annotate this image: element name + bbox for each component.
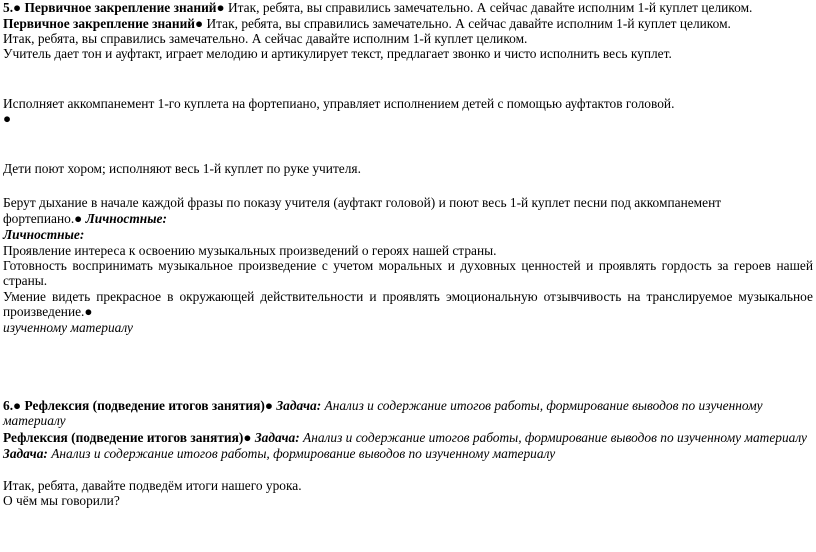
task-text-full: Анализ и содержание итогов работы, формирование выводов по изученному материалу [303, 430, 807, 445]
personal-item-3-line2 [3, 304, 93, 320]
task-label-repeat: Задача: [254, 430, 300, 445]
bullet-icon: ● [243, 430, 252, 445]
bullet-icon: ● [74, 211, 83, 226]
section6-heading: Рефлексия (подведение итогов занятия) [24, 398, 265, 413]
children-sing-text: Дети поют хором; исполняют весь 1-й куплет по руке учителя. [3, 161, 361, 176]
task-text-standalone: Анализ и содержание итогов работы, формирование выводов по изученному материалу [51, 446, 556, 461]
personal-label: Личностные: [3, 227, 85, 242]
section5-number: 5. [3, 0, 14, 15]
personal-label-inline: Личностные: [85, 211, 167, 226]
section5-intro-line: Итак, ребята, вы справились замечательно. А сейчас давайте исполним 1-й куплет целиком. [3, 31, 528, 46]
teacher-action: Учитель дает тон и ауфтакт, играет мелодию и артикулирует текст, предлагает звонко и чисто исполнить весь куплет. [3, 46, 672, 61]
studied-material: изученному материалу [3, 320, 133, 335]
bullet-icon: ● [216, 0, 225, 15]
personal-item-2-line2: страны. [3, 273, 48, 288]
bullet-icon: ● [84, 304, 93, 319]
task-label: Задача: [276, 398, 322, 413]
breath-text-line1: Берут дыхание в начале каждой фразы по показу учителя (ауфтакт головой) и поют весь 1-й куплет песни под аккомпанемент [3, 195, 722, 210]
breath-text-line2-content: фортепиано. [3, 211, 75, 226]
task-text-line2: материалу [3, 413, 66, 428]
breath-text-line2 [3, 211, 167, 227]
closing-line-1: Итак, ребята, давайте подведём итоги нашего урока. [3, 478, 302, 493]
bullet-icon: ● [13, 0, 22, 15]
bullet-icon: ● [195, 16, 204, 31]
section5-intro-repeat: Итак, ребята, вы справились замечательно. А сейчас давайте исполним 1-й куплет целиком. [206, 16, 731, 31]
bullet-icon: ● [3, 111, 12, 126]
task-line [3, 446, 555, 462]
section5-header-line [3, 0, 752, 16]
section5-heading-repeat: Первичное закрепление знаний [3, 16, 196, 31]
bullet-icon: ● [264, 398, 273, 413]
personal-item-3-line1: Умение видеть прекрасное в окружающей действительности и проявлять эмоциональную отзывчивость на транслируемое музыкальное [3, 289, 813, 304]
task-label-standalone: Задача: [3, 446, 48, 461]
section6-number: 6. [3, 398, 14, 413]
section5-heading: Первичное закрепление знаний [24, 0, 217, 15]
section6-heading-repeat: Рефлексия (подведение итогов занятия) [3, 430, 244, 445]
section5-header-repeat [3, 16, 731, 32]
bullet-icon: ● [13, 398, 22, 413]
section6-header-line [3, 398, 763, 414]
task-text-line1: Анализ и содержание итогов работы, формирование выводов по изученному [324, 398, 763, 413]
section6-header-repeat [3, 430, 807, 446]
closing-line-2: О чём мы говорили? [3, 493, 120, 508]
accompaniment-text: Исполняет аккомпанемент 1-го куплета на фортепиано, управляет исполнением детей с помощью ауфтактов головой. [3, 96, 675, 111]
personal-item-3-line2-content: произведение. [3, 304, 85, 319]
personal-item-1: Проявление интереса к освоению музыкальных произведений о героях нашей страны. [3, 243, 497, 258]
section5-intro: Итак, ребята, вы справились замечательно. А сейчас давайте исполним 1-й куплет целиком. [227, 0, 753, 15]
personal-item-2-line1: Готовность воспринимать музыкальное произведение с учетом моральных и духовных ценностей и проявлять гордость за героев нашей [3, 258, 813, 273]
